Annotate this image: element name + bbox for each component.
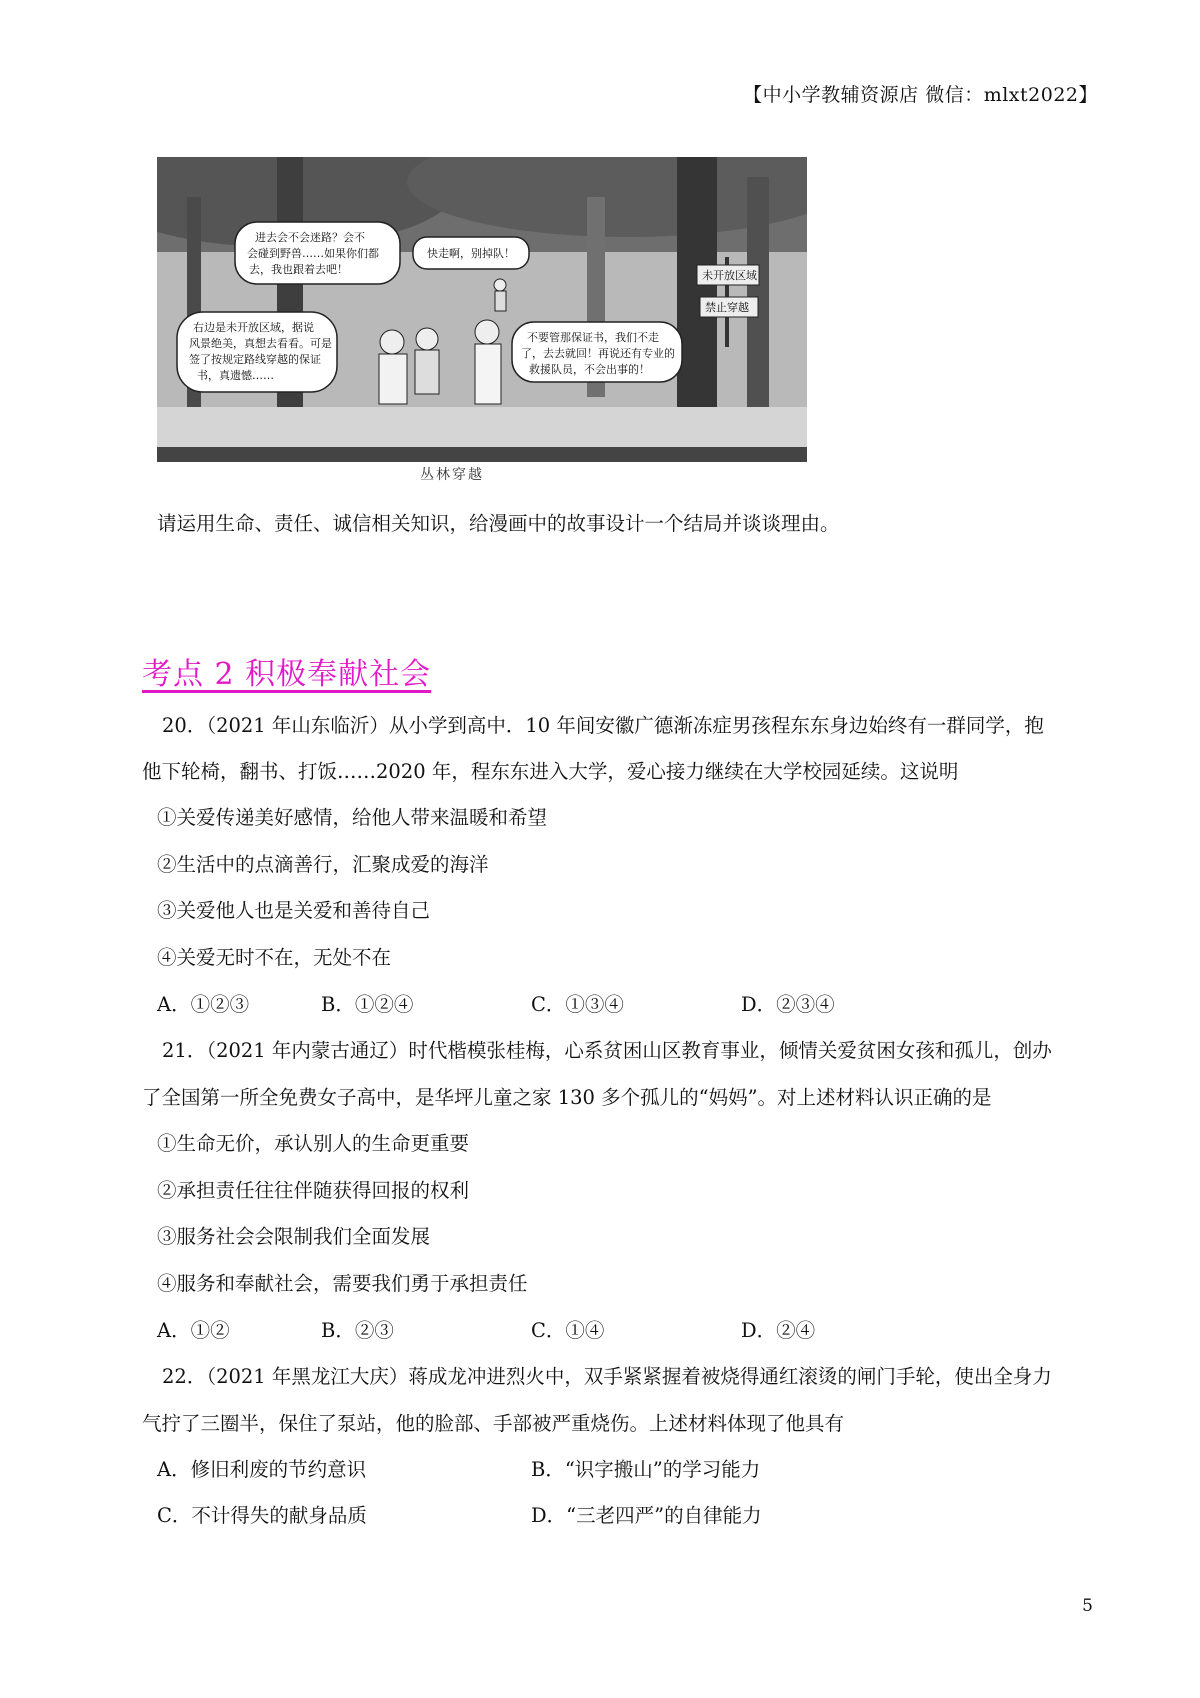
question-stem: 20．（2021 年山东临沂）从小学到高中．10 年间安徽广德渐冻症男孩程东东身边始终有一群同学，抱 (162, 714, 1044, 737)
svg-text:签了按规定路线穿越的保证: 签了按规定路线穿越的保证 (189, 353, 321, 366)
answer-option[interactable]: B．“识字搬山”的学习能力 (531, 1458, 761, 1481)
person (379, 330, 407, 404)
question-stem: 21．（2021 年内蒙古通辽）时代楷模张桂梅，心系贫困山区教育事业，倾情关爱贫困女孩和孤儿，创办 (162, 1039, 1052, 1062)
svg-text:进去会不会迷路？会不: 进去会不会迷路？会不 (255, 231, 365, 244)
speech-bubble (413, 237, 529, 269)
svg-text:救援队员，不会出事的！: 救援队员，不会出事的！ (529, 363, 650, 376)
sign-text: 禁止穿越 (705, 301, 749, 314)
section-title: 考点 2 积极奉献社会 (142, 657, 432, 692)
question-stem: 22．（2021 年黑龙江大庆）蒋成龙冲进烈火中，双手紧紧握着被烧得通红滚烫的闸门手轮，使出全身力 (162, 1365, 1052, 1388)
svg-text:书，真遗憾……: 书，真遗憾…… (197, 369, 274, 382)
speech-bubble (512, 322, 682, 382)
answer-option[interactable]: A．①② (157, 1319, 230, 1342)
statement-item: ③服务社会会限制我们全面发展 (157, 1225, 431, 1248)
speech-bubble (177, 312, 337, 392)
statement-item: ②承担责任往往伴随获得回报的权利 (157, 1179, 470, 1202)
answer-option[interactable]: D．②④ (741, 1319, 816, 1342)
svg-text:右边是未开放区域，据说: 右边是未开放区域，据说 (193, 321, 314, 334)
answer-option[interactable]: C．①④ (531, 1319, 605, 1342)
svg-text:去，我也跟着去吧！: 去，我也跟着去吧！ (249, 263, 348, 276)
answer-option[interactable]: B．②③ (321, 1319, 394, 1342)
statement-item: ①关爱传递美好感情，给他人带来温暖和希望 (157, 806, 548, 829)
answer-option[interactable]: D．“三老四严”的自律能力 (531, 1504, 762, 1527)
question-stem: 了全国第一所全免费女子高中，是华坪儿童之家 130 多个孤儿的“妈妈”。对上述材料认识正确的是 (142, 1086, 992, 1109)
answer-option[interactable]: D．②③④ (741, 993, 835, 1016)
svg-text:风景绝美，真想去看看。可是: 风景绝美，真想去看看。可是 (189, 337, 332, 350)
answer-option[interactable]: B．①②④ (321, 993, 414, 1016)
page-number: 5 (1082, 1596, 1093, 1616)
answer-option[interactable]: A．①②③ (157, 993, 250, 1016)
person (415, 328, 439, 394)
person (475, 320, 501, 404)
svg-text:了，去去就回！再说还有专业的: 了，去去就回！再说还有专业的 (521, 347, 675, 360)
question-prompt: 请运用生命、责任、诚信相关知识，给漫画中的故事设计一个结局并谈谈理由。 (157, 512, 840, 535)
statement-item: ①生命无价，承认别人的生命更重要 (157, 1132, 470, 1155)
answer-option[interactable]: A．修旧利废的节约意识 (157, 1458, 367, 1481)
statement-item: ②生活中的点滴善行，汇聚成爱的海洋 (157, 853, 489, 876)
sign-text: 未开放区域 (702, 269, 757, 282)
speech-bubble (235, 222, 400, 284)
figure-caption: 丛林穿越 (420, 467, 484, 483)
statement-item: ④服务和奉献社会，需要我们勇于承担责任 (157, 1272, 528, 1295)
statement-item: ③关爱他人也是关爱和善待自己 (157, 899, 431, 922)
question-stem: 他下轮椅，翻书、打饭……2020 年，程东东进入大学，爱心接力继续在大学校园延续。这说明 (142, 760, 959, 783)
svg-text:不要管那保证书，我们不走: 不要管那保证书，我们不走 (527, 331, 659, 344)
answer-option[interactable]: C．①③④ (531, 993, 624, 1016)
svg-text:快走啊，别掉队！: 快走啊，别掉队！ (427, 247, 515, 260)
person (494, 279, 506, 311)
svg-text:会碰到野兽……如果你们都: 会碰到野兽……如果你们都 (247, 247, 379, 260)
answer-option[interactable]: C．不计得失的献身品质 (157, 1504, 367, 1527)
statement-item: ④关爱无时不在，无处不在 (157, 946, 392, 969)
comic-illustration (157, 157, 807, 462)
question-stem: 气拧了三圈半，保住了泵站，他的脸部、手部被严重烧伤。上述材料体现了他具有 (142, 1412, 845, 1435)
page-header: 【中小学教辅资源店 微信：mlxt2022】 (743, 84, 1098, 106)
